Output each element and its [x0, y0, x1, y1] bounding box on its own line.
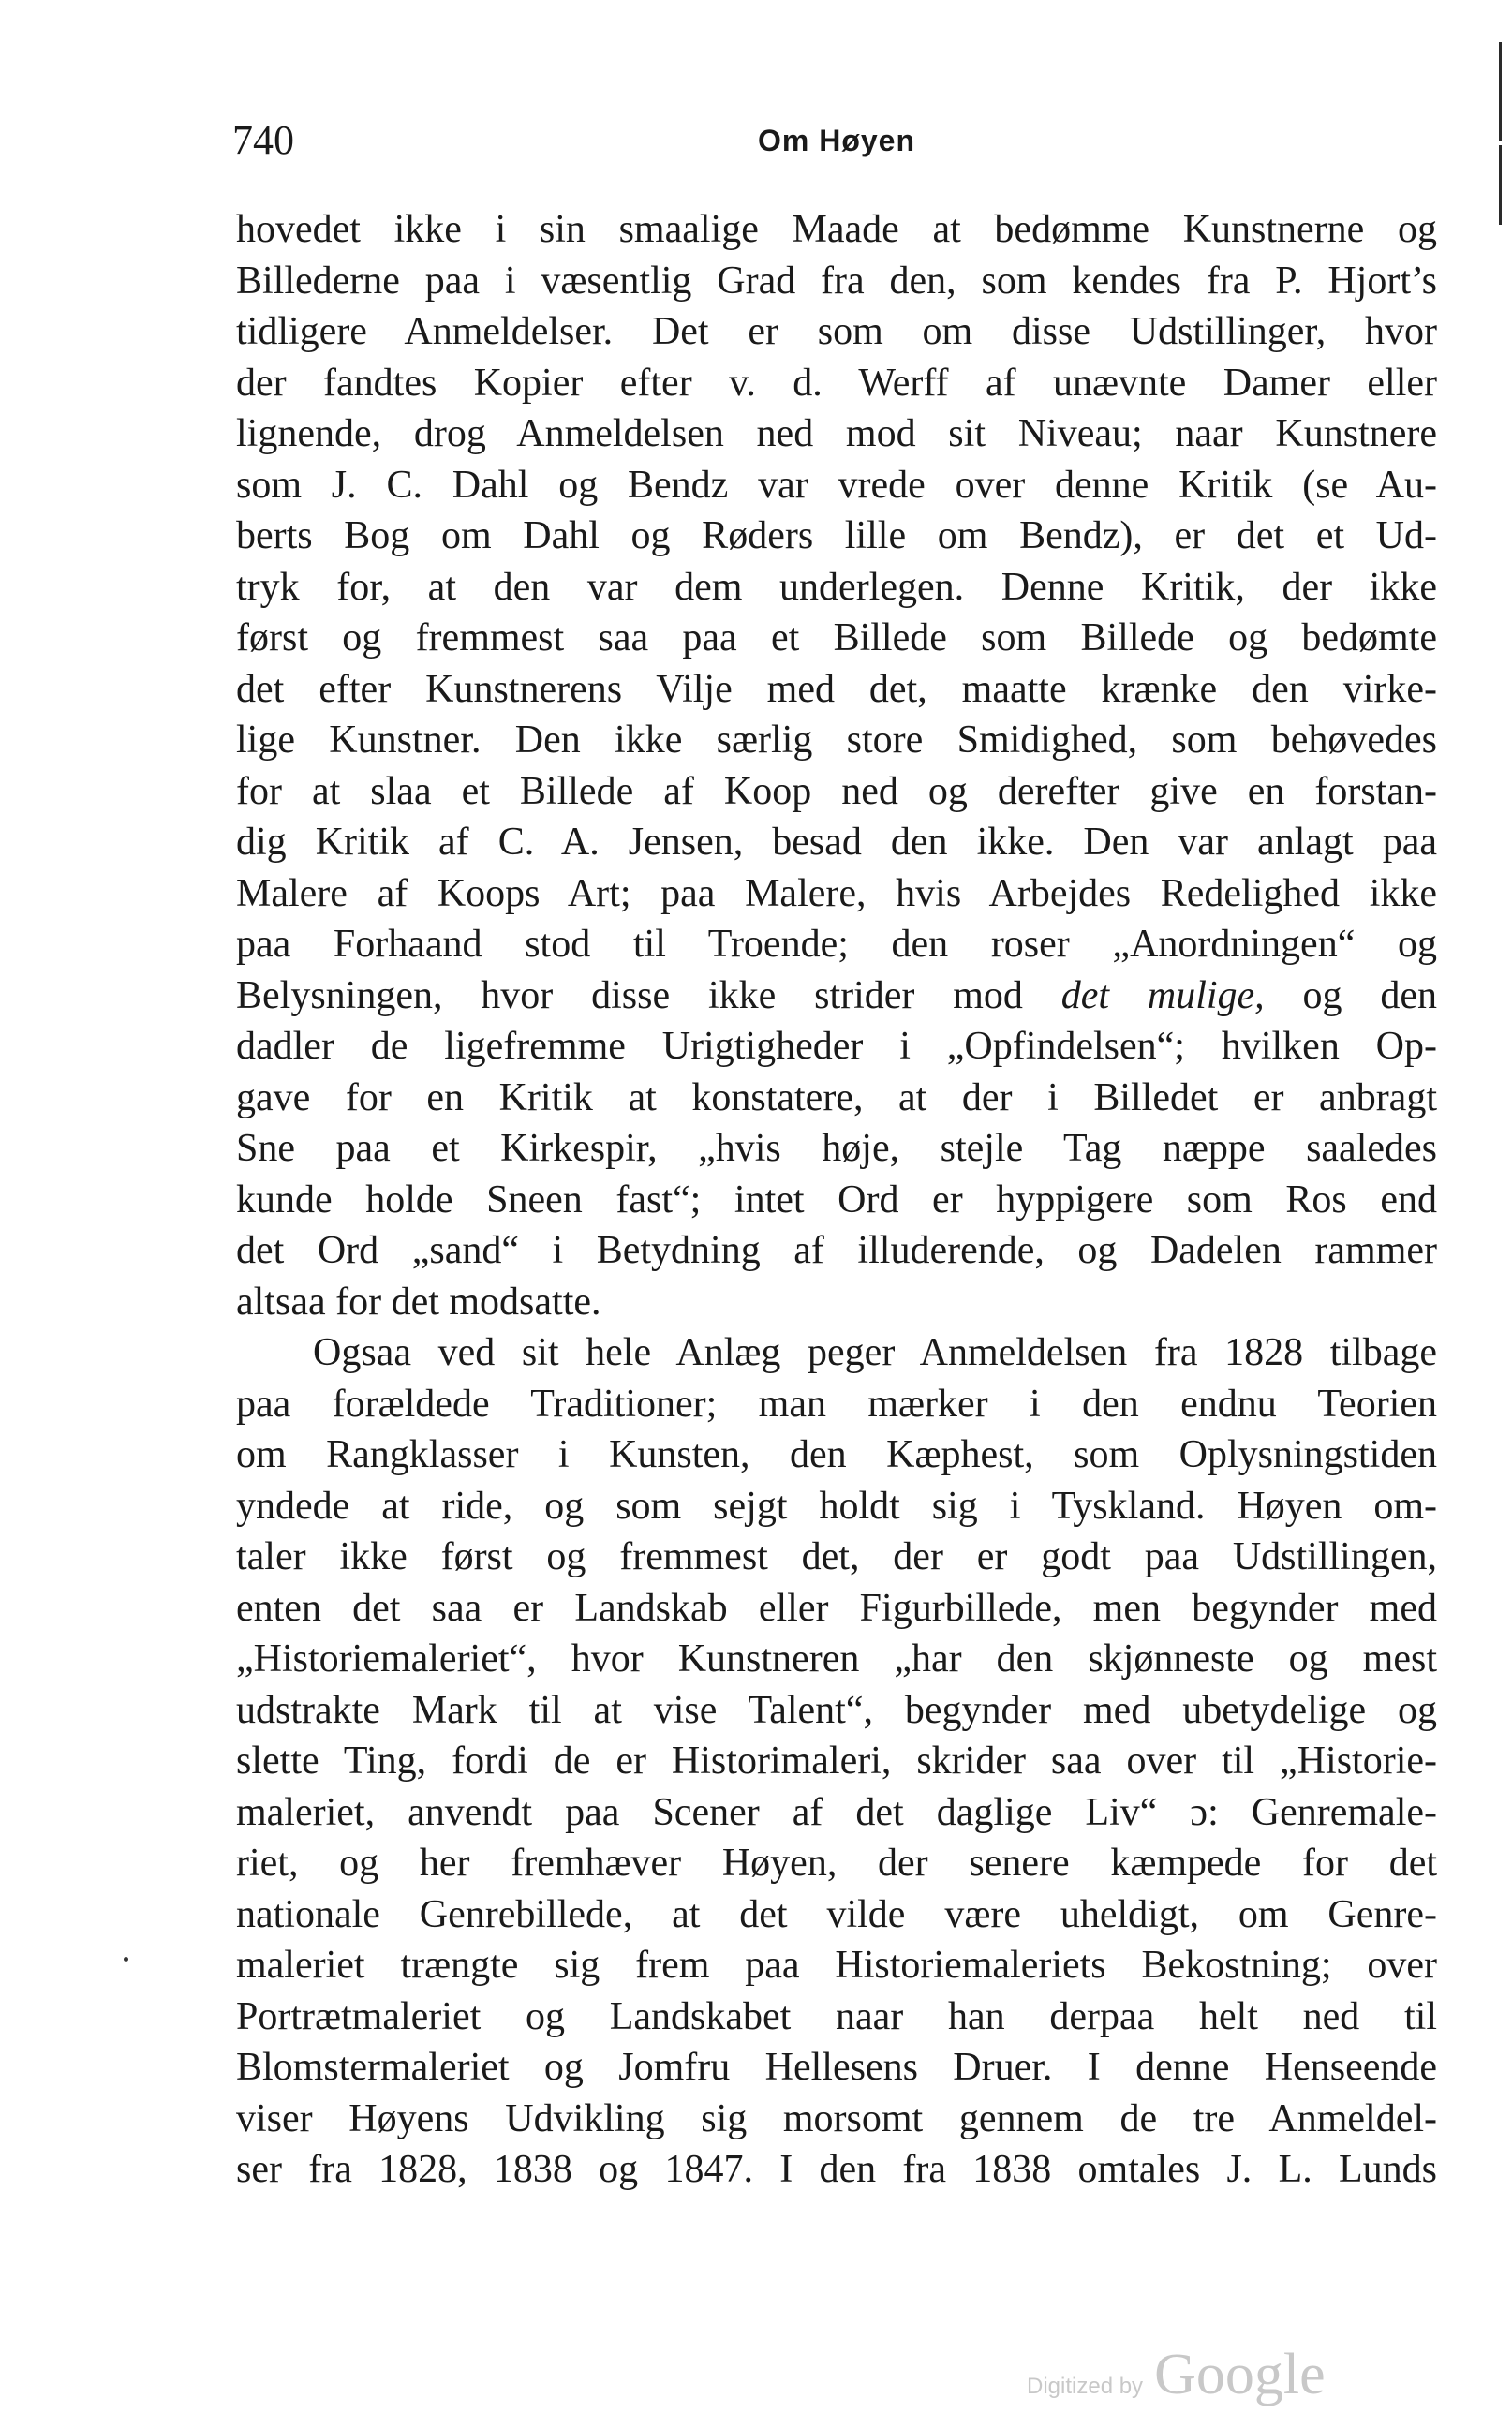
text-line: altsaa for det modsatte. [236, 1280, 601, 1324]
text-line: Malere af Koops Art; paa Malere, hvis Arbejdes Redelighed ikke [236, 871, 1437, 915]
stray-mark [124, 1957, 128, 1962]
text-line: udstrakte Mark til at vise Talent“, begynder med ubetydelige og [236, 1688, 1437, 1732]
text-line: for at slaa et Billede af Koop ned og derefter give en forstan- [236, 769, 1437, 813]
text-line: gave for en Kritik at konstatere, at der i Billedet er anbragt [236, 1075, 1437, 1119]
text-line: viser Høyens Udvikling sig morsomt gennem de tre Anmeldel- [236, 2096, 1437, 2140]
text-line: først og fremmest saa paa et Billede som Billede og bedømte [236, 616, 1437, 659]
text-line: det efter Kunstnerens Vilje med det, maatte krænke den virke- [236, 667, 1437, 711]
text-line: nationale Genrebillede, at det vilde være uheldigt, om Genre- [236, 1892, 1437, 1936]
text-line: som J. C. Dahl og Bendz var vrede over denne Kritik (se Au- [236, 463, 1437, 507]
text-line: slette Ting, fordi de er Historimaleri, skrider saa over til „Historie- [236, 1740, 1437, 1783]
text-line: Portrætmaleriet og Landskabet naar han derpaa helt ned til [236, 1994, 1437, 2038]
text-line: ser fra 1828, 1838 og 1847. I den fra 1838 omtales J. L. Lunds [236, 2148, 1437, 2191]
text-line: Billederne paa i væsentlig Grad fra den, som kendes fra P. Hjort’s [236, 259, 1437, 303]
italic-text-segment: det mulige, [1060, 973, 1265, 1017]
page-header [232, 112, 1441, 169]
text-line: paa forældede Traditioner; man mærker i den endnu Teorien [236, 1382, 1437, 1426]
text-line: „Historiemaleriet“, hvor Kunstneren „har den skjønneste og mest [236, 1637, 1437, 1680]
text-segment: og den [1264, 973, 1437, 1017]
text-line: tidligere Anmeldelser. Det er som om disse Udstillinger, hvor [236, 310, 1437, 353]
text-line: lige Kunstner. Den ikke særlig store Smidighed, som behøvedes [236, 718, 1437, 762]
text-line: dadler de ligefremme Urigtigheder i „Opfindelsen“; hvilken Op- [236, 1025, 1437, 1068]
text-line: hovedet ikke i sin smaalige Maade at bedømme Kunstnerne og [236, 208, 1437, 251]
text-line: paa Forhaand stod til Troende; den roser „Anordningen“ og [236, 923, 1437, 966]
text-line: yndede at ride, og som sejgt holdt sig i Tyskland. Høyen om- [236, 1484, 1437, 1528]
text-line: maleriet trængte sig frem paa Historiemaleriets Bekostning; over [236, 1944, 1437, 1987]
text-line: enten det saa er Landskab eller Figurbillede, men begynder med [236, 1586, 1437, 1630]
text-line: Ogsaa ved sit hele Anlæg peger Anmeldelsen fra 1828 tilbage [313, 1331, 1437, 1374]
text-line: riet, og her fremhæver Høyen, der senere kæmpede for det [236, 1842, 1437, 1885]
text-line: det Ord „sand“ i Betydning af illuderende, og Dadelen rammer [236, 1229, 1437, 1272]
page-number: 740 [232, 117, 294, 163]
text-line: dig Kritik af C. A. Jensen, besad den ikke. Den var anlagt paa [236, 821, 1437, 864]
digitized-watermark [1027, 2342, 1326, 2407]
running-title: Om Høyen [757, 124, 916, 157]
text-line: Blomstermaleriet og Jomfru Hellesens Druer. I denne Henseende [236, 2046, 1437, 2089]
text-line [236, 970, 1437, 1022]
paragraph [236, 204, 1437, 1327]
body-text [236, 204, 1437, 2196]
text-line: kunde holde Sneen fast“; intet Ord er hyppigere som Ros end [236, 1177, 1437, 1221]
text-line: berts Bog om Dahl og Røders lille om Bendz), er det et Ud- [236, 514, 1437, 557]
page-edge-mark [1499, 42, 1502, 141]
text-line: om Rangklasser i Kunsten, den Kæphest, som Oplysningstiden [236, 1433, 1437, 1476]
text-line: tryk for, at den var dem underlegen. Denne Kritik, der ikke [236, 565, 1437, 609]
google-logo: Google [1154, 2343, 1326, 2406]
text-line: maleriet, anvendt paa Scener af det daglige Liv“ ɔ: Genremale- [236, 1790, 1437, 1834]
watermark-prefix: Digitized by [1027, 2374, 1144, 2399]
text-line: lignende, drog Anmeldelsen ned mod sit Niveau; naar Kunstnere [236, 412, 1437, 455]
text-segment: Belysningen, hvor disse ikke strider mod [236, 973, 1061, 1017]
page-edge-mark [1499, 145, 1502, 225]
paragraph [236, 1327, 1437, 2196]
text-line: Sne paa et Kirkespir, „hvis høje, stejle Tag næppe saaledes [236, 1127, 1437, 1170]
text-line: der fandtes Kopier efter v. d. Werff af unævnte Damer eller [236, 361, 1437, 405]
text-line: taler ikke først og fremmest det, der er godt paa Udstillingen, [236, 1535, 1437, 1578]
